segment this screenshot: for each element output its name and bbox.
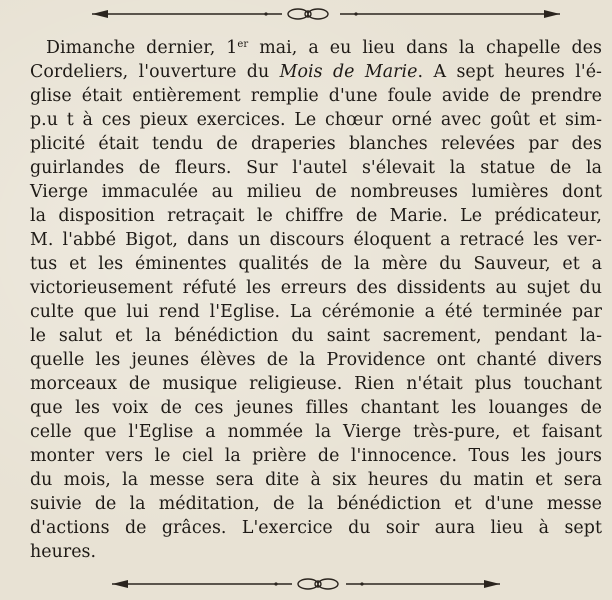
article-line: que les voix de ces jeunes filles chantant les louanges de xyxy=(30,398,602,418)
article-line: Cordeliers, l'ouverture du Mois de Marie. A sept heures l'é- xyxy=(30,62,602,82)
article-line: glise était entièrement remplie d'une foule avide de prendre xyxy=(30,86,602,106)
top-ornamental-rule xyxy=(0,4,612,24)
title-mois-de-marie: Mois de Marie xyxy=(279,62,418,82)
article-line: le salut et la bénédiction du saint sacrement, pendant la- xyxy=(30,326,602,346)
article-line: culte que lui rend l'Eglise. La cérémonie a été terminée par xyxy=(30,302,602,322)
article-line: celle que l'Eglise a nommée la Vierge très-pure, et faisant xyxy=(30,422,602,442)
article-line: tus et les éminentes qualités de la mère du Sauveur, et a xyxy=(30,254,602,274)
article-line: heures. xyxy=(30,542,97,562)
article-line: victorieusement réfuté les erreurs des dissidents au sujet du xyxy=(30,278,602,298)
article-line: Vierge immaculée au milieu de nombreuses lumières dont xyxy=(30,182,602,202)
bottom-ornamental-rule xyxy=(0,574,612,594)
article-line: monter vers le ciel la prière de l'innocence. Tous les jours xyxy=(30,446,602,466)
article-line: morceaux de musique religieuse. Rien n'était plus touchant xyxy=(30,374,602,394)
article-line: M. l'abbé Bigot, dans un discours éloquent a retracé les ver- xyxy=(30,230,602,250)
article-line: la disposition retraçait le chiffre de Marie. Le prédicateur, xyxy=(30,206,602,226)
article-line: d'actions de grâces. L'exercice du soir aura lieu à sept xyxy=(30,518,602,538)
article-text xyxy=(30,36,602,564)
article-line: Dimanche dernier, 1er mai, a eu lieu dans la chapelle des xyxy=(46,38,602,58)
article-line: du mois, la messe sera dite à six heures du matin et sera xyxy=(30,470,602,490)
article-line: quelle les jeunes élèves de la Providence ont chanté divers xyxy=(30,350,602,370)
article-line: plicité était tendu de draperies blanches relevées par des xyxy=(30,134,602,154)
article-line: p.u t à ces pieux exercices. Le chœur orné avec goût et sim- xyxy=(30,110,602,130)
article-line: suivie de la méditation, de la bénédiction et d'une messe xyxy=(30,494,602,514)
article-line: guirlandes de fleurs. Sur l'autel s'élevait la statue de la xyxy=(30,158,602,178)
